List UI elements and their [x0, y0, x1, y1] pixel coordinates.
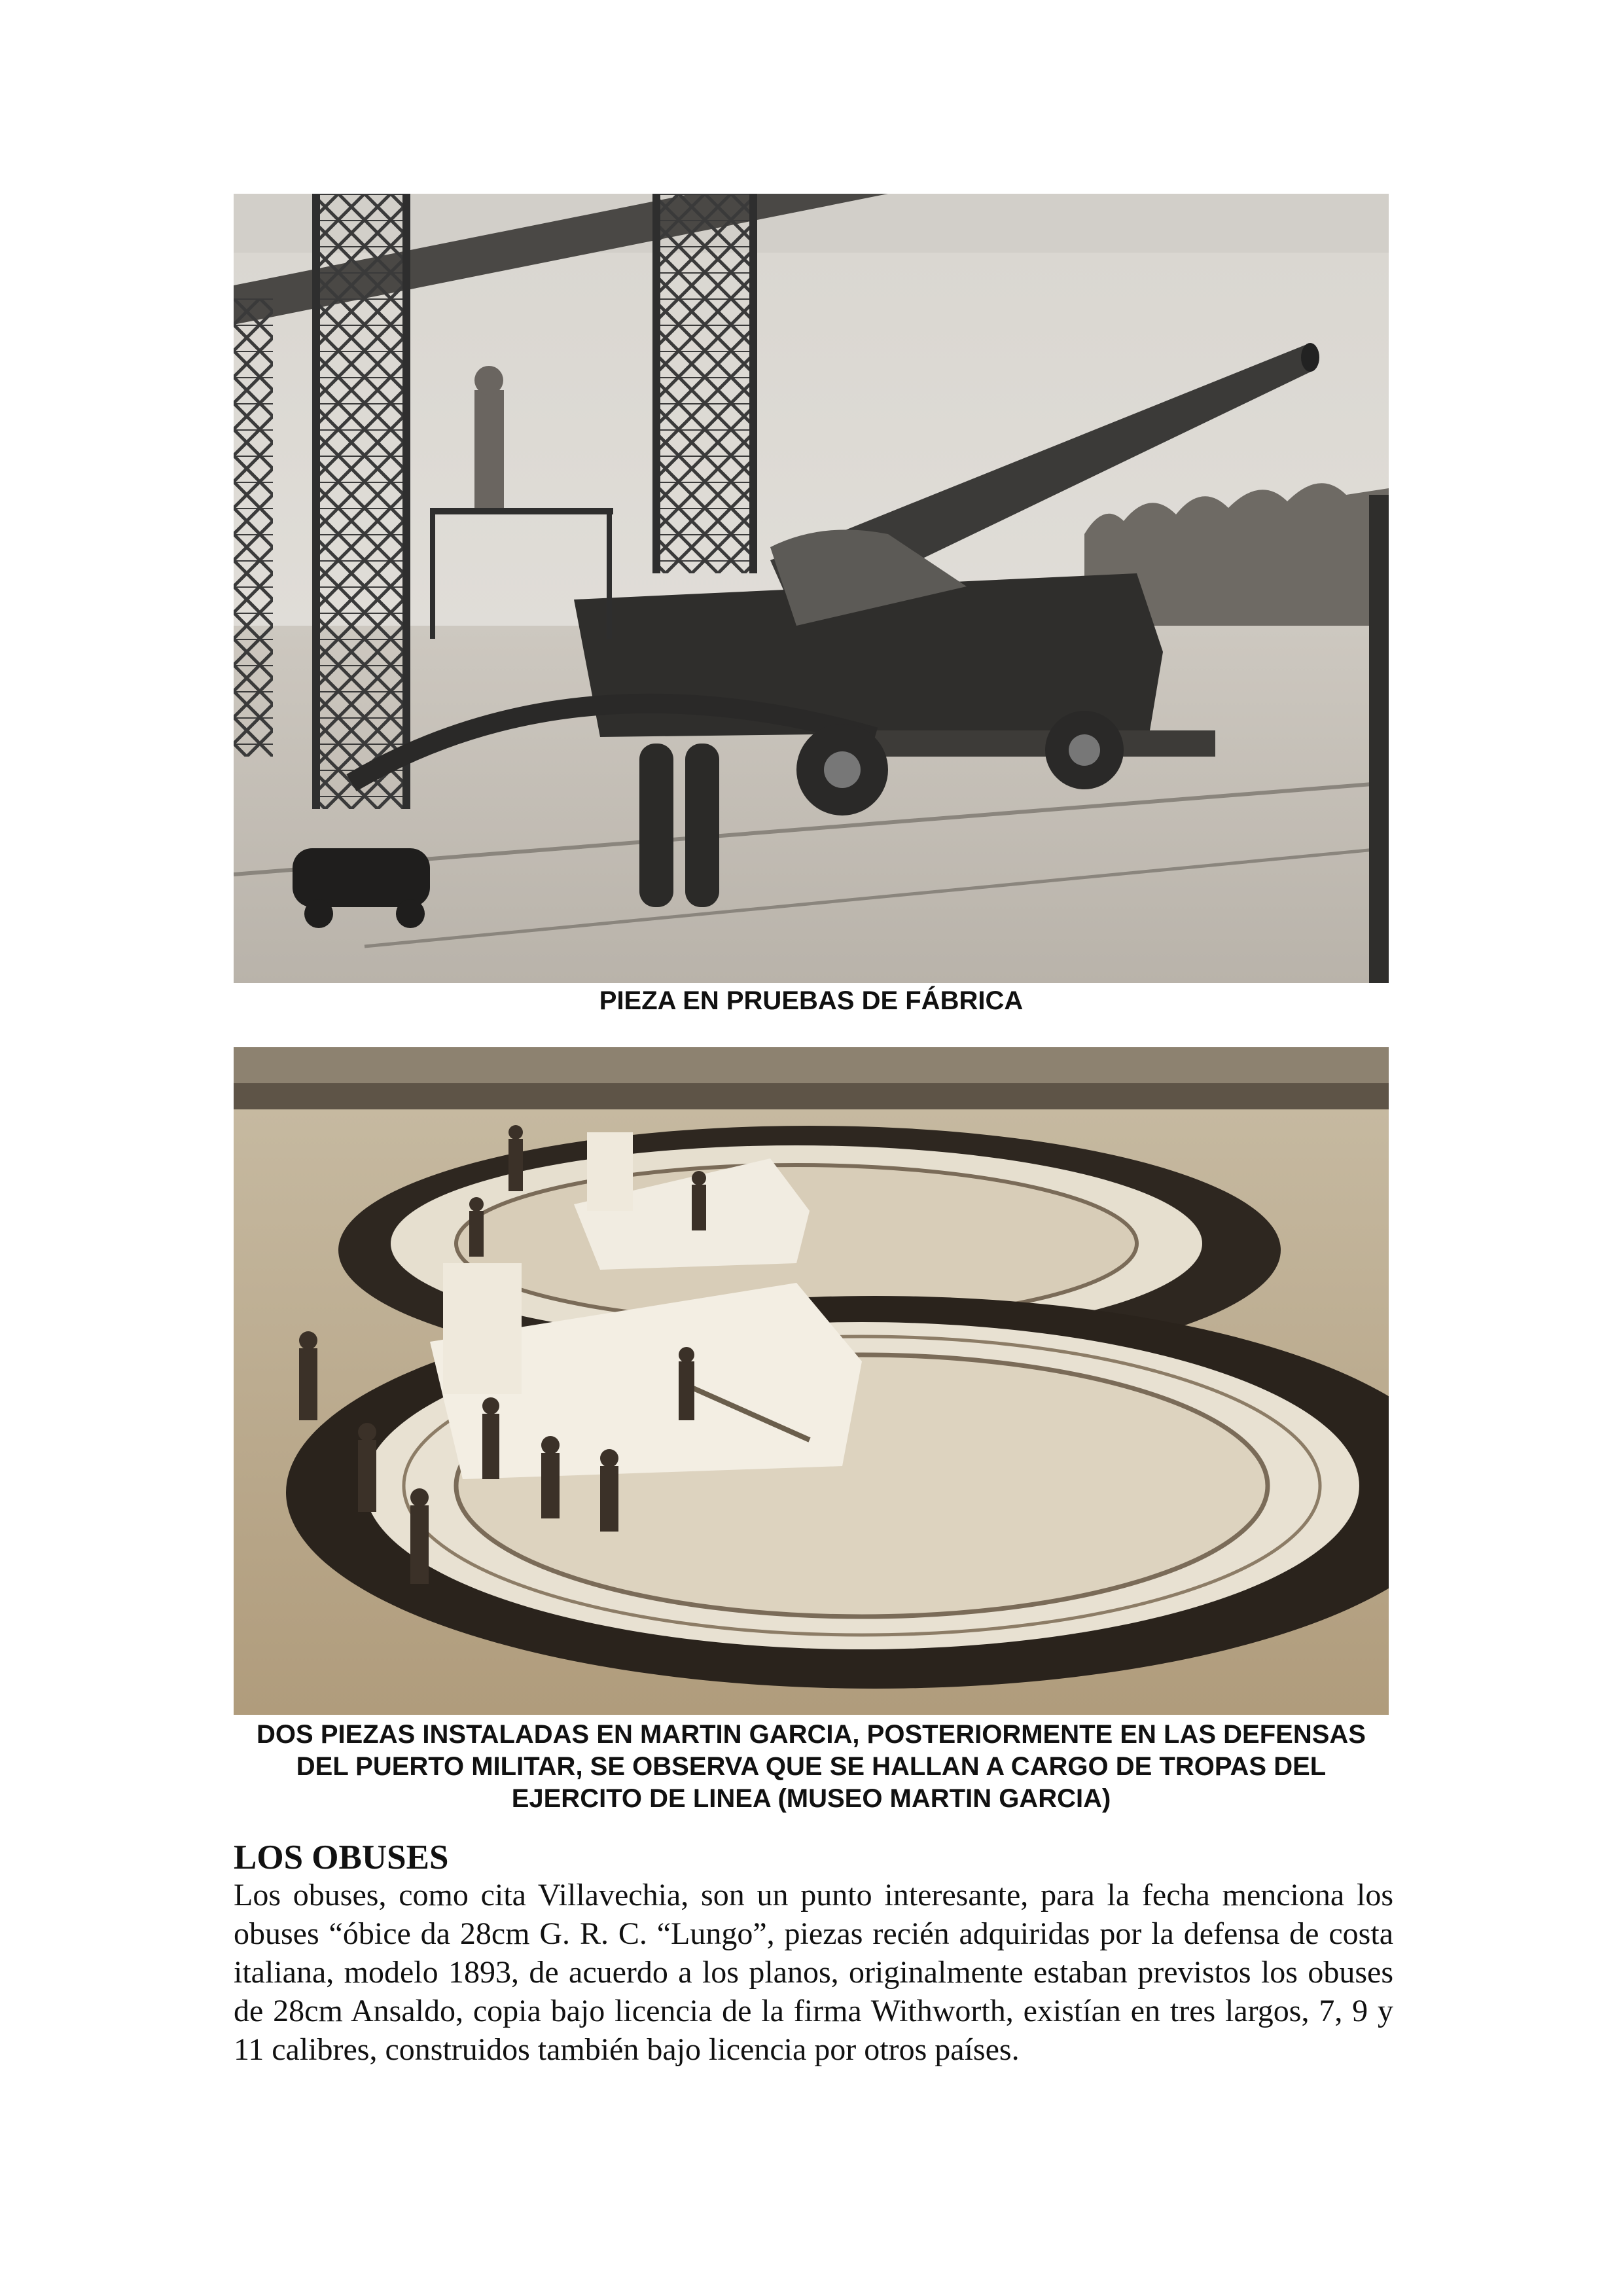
figure-caption-1: PIEZA EN PRUEBAS DE FÁBRICA	[599, 986, 1024, 1015]
howitzer-emplacements-photo-icon	[234, 1047, 1389, 1715]
section-heading: LOS OBUSES	[234, 1839, 449, 1876]
figure-caption-2: DOS PIEZAS INSTALADAS EN MARTIN GARCIA, POSTERIORMENTE EN LAS DEFENSAS DEL PUERTO MILITAR, SE OBSERVA QUE SE HALLAN A CARGO DE TROPAS DEL EJERCITO DE LINEA (MUSEO MARTIN GARCIA)	[257, 1720, 1366, 1813]
emplacements-photo	[234, 1047, 1389, 1715]
body-paragraph: Los obuses, como cita Villavechia, son un punto interesante, para la fecha menciona los obuses “óbice da 28cm G. R. C. “Lungo”, piezas recién adquiridas por la defensa de costa italiana, modelo 1893, de acuerdo a los planos, originalmente estaban previstos los obuses de 28cm Ansaldo, copia bajo licencia de la firma Withworth, existían en tres largos, 7, 9 y 11 calibres, construidos también bajo licencia por otros países.	[234, 1878, 1393, 2067]
factory-test-photo	[234, 194, 1389, 983]
howitzer-factory-test-photo-icon	[234, 194, 1389, 983]
